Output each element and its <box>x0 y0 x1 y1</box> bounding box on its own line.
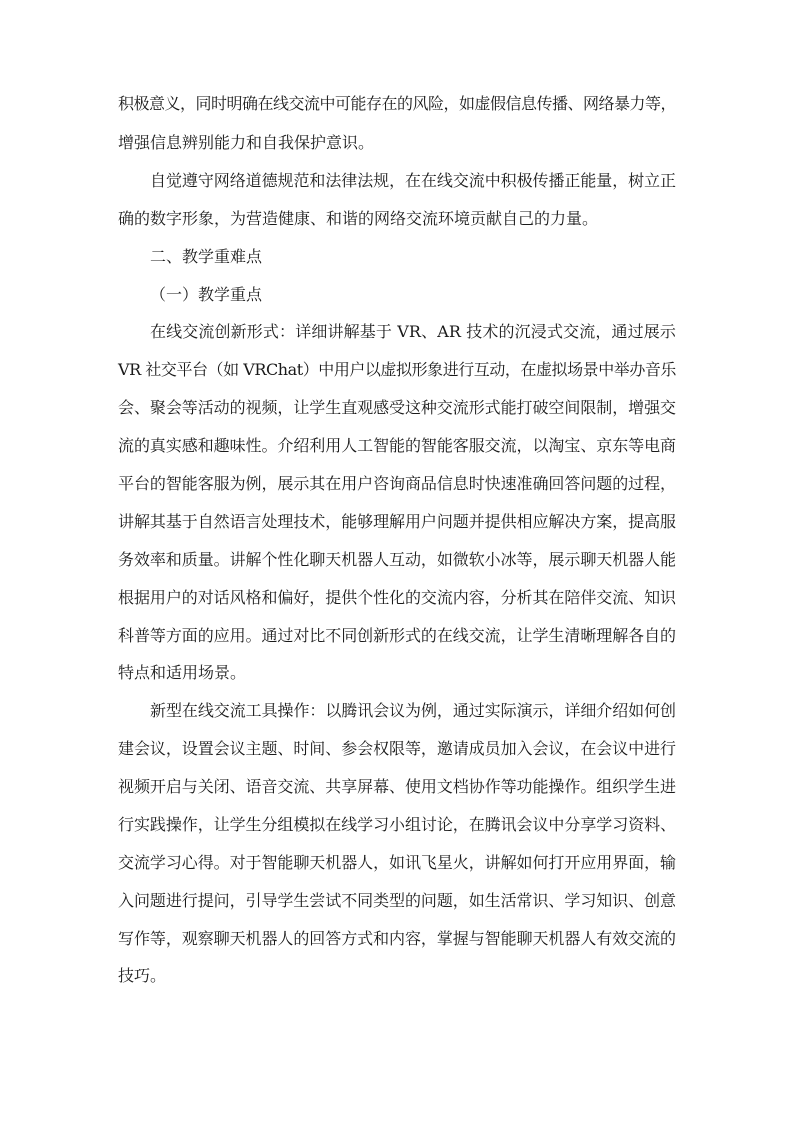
text-line: 务效率和质量。讲解个性化聊天机器人互动，如微软小冰等，展示聊天机器人能 <box>118 550 676 569</box>
text-line: 科普等方面的应用。通过对比不同创新形式的在线交流，让学生清晰理解各自的 <box>118 626 676 645</box>
text-line: 会、聚会等活动的视频，让学生直观感受这种交流形式能打破空间限制，增强交 <box>118 398 676 417</box>
text-line: 新型在线交流工具操作：以腾讯会议为例，通过实际演示，详细介绍如何创 <box>150 701 676 720</box>
text-line: 特点和适用场景。 <box>118 663 247 682</box>
text-line: 技巧。 <box>118 966 167 985</box>
text-line: 平台的智能客服为例，展示其在用户咨询商品信息时快速准确回答问题的过程， <box>118 474 676 493</box>
text-line: 视频开启与关闭、语音交流、共享屏幕、使用文档协作等功能操作。组织学生进 <box>118 777 676 796</box>
subsection-heading: （一）教学重点 <box>150 285 263 304</box>
text-line: 行实践操作，让学生分组模拟在线学习小组讨论，在腾讯会议中分享学习资料、 <box>118 815 676 834</box>
text-line: 入问题进行提问，引导学生尝试不同类型的问题，如生活常识、学习知识、创意 <box>118 891 676 910</box>
text-line: 增强信息辨别能力和自我保护意识。 <box>118 133 375 152</box>
section-heading: 二、教学重难点 <box>150 247 263 266</box>
text-line: 建会议，设置会议主题、时间、参会权限等，邀请成员加入会议，在会议中进行 <box>118 739 676 758</box>
text-line: 在线交流创新形式：详细讲解基于 VR、AR 技术的沉浸式交流，通过展示 <box>150 322 676 341</box>
text-line: 自觉遵守网络道德规范和法律法规，在在线交流中积极传播正能量，树立正 <box>150 171 676 190</box>
text-line: 讲解其基于自然语言处理技术，能够理解用户问题并提供相应解决方案，提高服 <box>118 512 676 531</box>
text-line: 根据用户的对话风格和偏好，提供个性化的交流内容，分析其在陪伴交流、知识 <box>118 588 676 607</box>
text-line: 写作等，观察聊天机器人的回答方式和内容，掌握与智能聊天机器人有效交流的 <box>118 929 676 948</box>
text-line: 流的真实感和趣味性。介绍利用人工智能的智能客服交流，以淘宝、京东等电商 <box>118 436 676 455</box>
text-line: VR 社交平台（如 VRChat）中用户以虚拟形象进行互动，在虚拟场景中举办音乐 <box>118 360 676 379</box>
text-line: 交流学习心得。对于智能聊天机器人，如讯飞星火，讲解如何打开应用界面，输 <box>118 853 676 872</box>
text-line: 确的数字形象，为营造健康、和谐的网络交流环境贡献自己的力量。 <box>118 209 599 228</box>
text-line: 积极意义，同时明确在线交流中可能存在的风险，如虚假信息传播、网络暴力等， <box>118 94 677 113</box>
